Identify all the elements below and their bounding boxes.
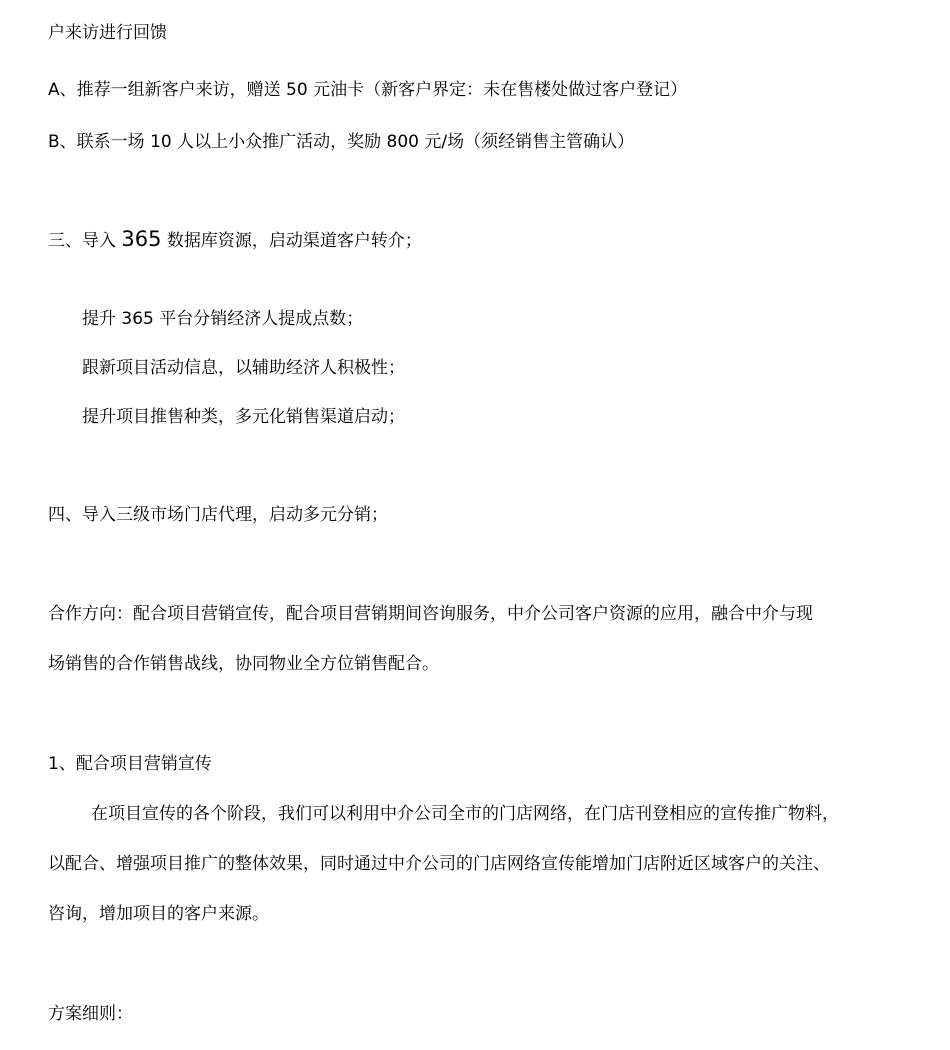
text-line-cooperation-1: 合作方向：配合项目营销宣传，配合项目营销期间咨询服务，中介公司客户资源的应用，融合中介与现: [48, 604, 813, 624]
text-line-paragraph-3: 咨询，增加项目的客户来源。: [48, 904, 269, 924]
section-heading-three-suffix: 数据库资源，启动渠道客户转介；: [166, 231, 422, 251]
text-line-bullet-3: 提升项目推售种类，多元化销售渠道启动；: [82, 407, 405, 427]
text-line-cooperation-2: 场销售的合作销售战线，协同物业全方位销售配合。: [48, 654, 439, 674]
section-heading-four: 四、导入三级市场门店代理，启动多元分销；: [48, 505, 388, 525]
text-line-item-a: A、推荐一组新客户来访，赠送 50 元油卡（新客户界定：未在售楼处做过客户登记）: [48, 80, 688, 100]
text-line-paragraph-2: 以配合、增强项目推广的整体效果，同时通过中介公司的门店网络宣传能增加门店附近区域客户的关注、: [48, 854, 830, 874]
section-heading-three: [48, 228, 422, 252]
subsection-heading-1: 1、配合项目营销宣传: [48, 754, 212, 774]
text-line-item-b: B、联系一场 10 人以上小众推广活动，奖励 800 元/场（须经销售主管确认）: [48, 132, 635, 152]
section-heading-three-prefix: 三、导入: [48, 231, 116, 251]
text-line-bullet-2: 跟新项目活动信息，以辅助经济人积极性；: [82, 358, 405, 378]
text-line-intro: 户来访进行回馈: [48, 23, 167, 43]
text-line-bullet-1: 提升 365 平台分销经济人提成点数；: [82, 309, 364, 329]
text-line-scheme-details: 方案细则：: [48, 1004, 133, 1024]
section-heading-three-number: 365: [121, 227, 162, 251]
text-line-paragraph-1: 在项目宣传的各个阶段，我们可以利用中介公司全市的门店网络，在门店刊登相应的宣传推广物料，: [91, 804, 839, 824]
